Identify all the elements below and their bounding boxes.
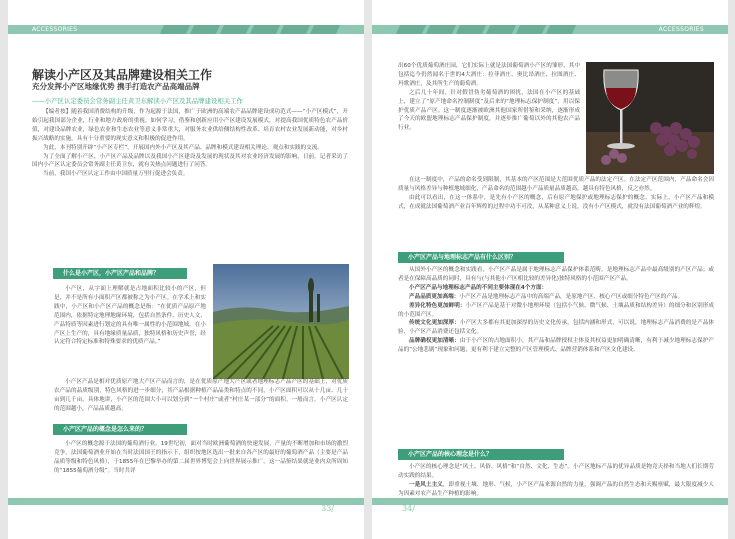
right-footer-bar <box>372 498 728 505</box>
left-header-stripes <box>160 25 340 34</box>
continued-paragraph: 出60个优质葡萄酒庄园，它们实际上就是法国葡萄酒小产区的雏形，其中包括迄今仍然闻名于世的4大酒庄：拉菲酒庄、奥比昂酒庄、拉图酒庄、玛歌酒庄，及其所生产的葡萄酒。 <box>398 63 580 87</box>
intro-paragraph: 【编者按】随着我国消费结构的升级，作为起源于法国，推广于欧洲的高端农产品品牌建设成功范式——“小产区模式”，开始引起我国部分企业，行业和地方政府的重视。如何学习，借鉴和创新应用小产区建设发展模式，对提高我国优质特色农产品价值，对建设品牌农业，绿色农业和生态农业等意义非常重大，对服务农业供给侧结构性改革、培育农村农业发展新动能，对乡村振兴战略的实施，具有十分重要的现实意义和积极的促进作用。 <box>32 109 348 142</box>
left-footer-bar <box>8 498 364 505</box>
section1-text <box>54 285 206 347</box>
point-text: ，即重视土壤、地形、气候，小产区产品来源自然的力量，强调产品的自然生态和天赐禀赋，最大限度减少人为因素对农产品生产种植的影响。 <box>398 481 714 497</box>
point-lead: 传统文化更加深厚： <box>409 320 460 327</box>
article-subtitle: 充分发挥小产区地缘优势 携手打造农产品高端品牌 <box>32 82 200 91</box>
point-text: 小产区产品是基于对微小地理环境（包括小气候、微气候、土壤品质和结构差异）的细分和区别形成的小范围产区。 <box>398 302 714 318</box>
section-heading: 什么是小产区，小产区产品和品牌？ <box>53 268 187 279</box>
right-page <box>372 0 728 539</box>
right-page-number: 34/ <box>402 504 415 513</box>
section-heading: 小产区产品与地理标志产品有什么区别？ <box>398 252 564 263</box>
right-header-stripes <box>396 25 576 34</box>
point-text: 小产区产品是地理标志产品中的高端产品，是原地产区、核心产区或细分特色产区的产品。 <box>459 293 684 300</box>
section3-point <box>398 319 714 337</box>
section1-text-continued <box>54 378 348 414</box>
intro-paragraph: 为此，本刊特别开辟“小产区专栏”，开展国内外小产区及其产品、品牌和模式建设相关理论、观点和实践的交流。 <box>43 144 323 151</box>
section4-paragraph: 小产区的核心理念是“风土、风俗、风格”和“自然、文化、生态”。小产区地标产品的优异品质是物竞天择和当地人们长期劳动实践的结果。 <box>398 464 714 479</box>
section2-paragraph: 小产区的概念源于法国的葡萄酒行业。19世纪初，面对当时欧洲葡萄酒的快速发展，产量的不断增加和市场的激烈竞争，法国葡萄酒业开始在当时法国国王的指示下，组织按地区选出一批来自各产区的最好的葡萄酒产品（主要是产品品质等级和特色风格），于1855年在巴黎举办的第二届世界博览会上向世界展示推广。这一品鉴结果就是业内众所周知的“1855葡萄酒分级”。当时共评 <box>54 441 348 474</box>
point-lead: 产品品质更加高端： <box>409 293 460 300</box>
wine-glass-photo <box>586 62 714 174</box>
section2-text <box>54 440 348 476</box>
section3-text <box>398 266 714 355</box>
continued-paragraph: 在这一制度中，产品的命名受到限制，其基本的产区范围是大范围优质产品的法定产区。在法定产区范围内，产品命名会因质量与风格差异与种植地域细化，产品命名的范围越小产品质量品质越高，越具有特色风格，反之亦然。 <box>398 177 714 192</box>
left-page-number: 33/ <box>321 504 334 513</box>
left-page <box>8 0 364 539</box>
left-brand-label: ACCESSORIES <box>32 26 78 33</box>
section3-intro: 从国外小产区的概念和实践看，小产区产品是属于地理标志产品保护体系范畴，是地理标志产品中最高级别的产区产品；或者是在保障高品质的同时，具有与(与其他小产区相比较的差异化)独特风格的小范围产区产品。 <box>398 267 714 282</box>
continued-text-lower <box>398 176 714 212</box>
intro-paragraph: 为了全面了解小产区，小产区产品及品牌以及我国小产区建设及发展的现状及其对农业经济发展的影响，日前，记者采访了国内小产区认定委员会常务副主任黄卫东，就有关热点问题进行了问答。 <box>32 153 348 169</box>
section4-text <box>398 463 714 499</box>
continued-paragraph: 之后几十年间，针对假冒伪劣葡萄酒的困扰，法国在小产区的基础上，建立了“原产地命名控制制度”及后来的“地理标志保护制度”，用以保护优质产品产区。这一制度逐渐被欧洲其他国家所借鉴和采纳，逐渐形成了今天的欧盟地理标志产品保护制度，并逐步推广葡萄以外的其他农产品行业。 <box>398 89 580 132</box>
article-deck: ——小产区认定委员会常务副主任黄卫东解读小产区及其品牌建设相关工作 <box>32 97 243 105</box>
section1-paragraph: 小产区，从字面上理解就是占地面积比较小的产区，但是，并不是所有小面积产区都被称之为小产区。在学术上和实践中，小产区和小产区产品的概念是指：“在优质产品原产地范围内，依据特定地理地缘环境，包括自然条件、历史人文、产品特质等因素进行划定的具有唯一属性的小范围地域。在小产区上生产的，具有地缘质量品质，独特风格和历史声誉，经认定符合特定标准和特殊要求的优质产品。” <box>54 286 206 346</box>
intro-paragraph: 当前，我国小产区认定工作由中国质量万里行促进会负责。 <box>43 171 189 178</box>
continued-paragraph: 由此可以看出，在这一体系中，是先有小产区的概念，后有原产地保护或地理标志保护的概念。实际上，小产区产品和模式，在成就法国葡萄酒产业百年辉煌的过程中功不可没，从某种意义上说，没有小产区模式，就没有法国葡萄酒产业的辉煌。 <box>398 194 714 210</box>
continued-text <box>398 62 580 133</box>
section-heading: 小产区产品的核心理念是什么？ <box>398 449 564 460</box>
section3-point <box>398 337 714 355</box>
point-text: 小产区大多都有其更加深厚的历史文化传承，包括内涵和形式，可以说，地理标志产品消费的是产品体验，小产区产品消费还包括文化。 <box>398 320 714 336</box>
intro-text <box>32 108 348 179</box>
point-lead: 差异化特色更加鲜明： <box>409 302 466 309</box>
section3-subheading: 小产区产品与地理标志产品的不同主要体现在4个方面： <box>409 284 548 291</box>
article-title: 解读小产区及其品牌建设相关工作 <box>32 68 213 82</box>
section3-point <box>398 293 714 302</box>
point-lead: 品牌确权更加清晰： <box>409 338 460 345</box>
section-heading: 小产区产品的概念是怎么来的？ <box>53 424 187 435</box>
point-text: 由于小产区的占地面积小，其产品和品牌授权主体及其权益更加明确清晰，有利于减少地理标志保护产品的“公地悲剧”现象和问题，更有利于建立完整的产区管理模式、品牌营销体系和产区文化建设。 <box>398 338 714 354</box>
section4-point <box>398 481 714 499</box>
point-lead: 一是风土主义 <box>409 481 443 488</box>
vineyard-photo <box>213 264 349 379</box>
section3-point <box>398 302 714 320</box>
section1-paragraph: 小产区产品是相对优质原产地大产区产品而言的，是在优质原产地大产区或者地理标志产品产区的基础上，对优质农产品的品质级别，特色风格的进一步细分，其产品根据种植产品品类和特点的不同，小产区面积可以从十几亩、几十亩到几千亩。具体地讲，小产区的范围大小可以划分到“一个村庄”或者“村庄某一部分”的面积。一般而言，小产区认定的范围越小，产品品质越高。 <box>54 379 348 412</box>
right-brand-label: ACCESSORIES <box>658 26 704 33</box>
